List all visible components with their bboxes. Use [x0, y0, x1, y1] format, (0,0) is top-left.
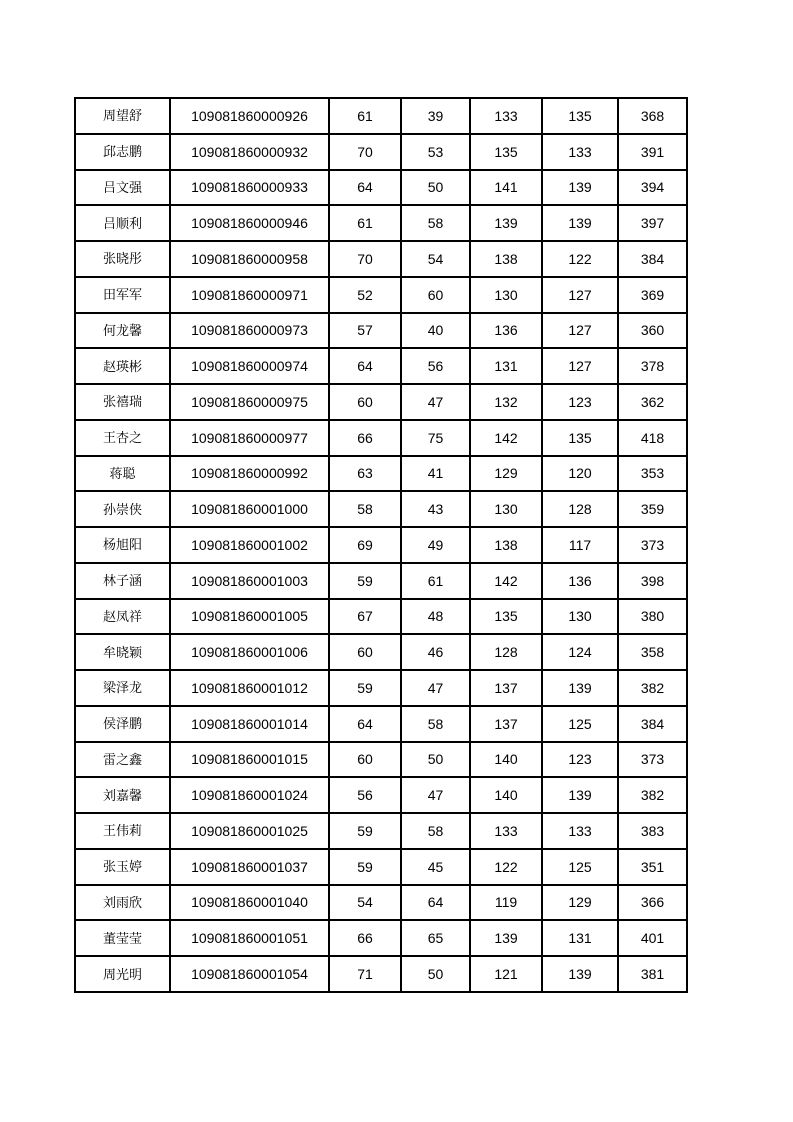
score-3-cell: 133: [470, 98, 542, 134]
score-4-cell: 139: [542, 777, 618, 813]
exam-id-cell: 109081860001014: [170, 706, 329, 742]
score-4-cell: 139: [542, 956, 618, 992]
student-name-cell: 侯泽鹏: [75, 706, 170, 742]
total-score-cell: 382: [618, 670, 687, 706]
table-row: [75, 313, 687, 349]
score-3-cell: 135: [470, 134, 542, 170]
score-2-cell: 46: [401, 634, 470, 670]
score-2-cell: 54: [401, 241, 470, 277]
table-row: [75, 420, 687, 456]
score-4-cell: 139: [542, 670, 618, 706]
exam-id-cell: 109081860000932: [170, 134, 329, 170]
total-score-cell: 382: [618, 777, 687, 813]
exam-id-cell: 109081860000971: [170, 277, 329, 313]
score-4-cell: 139: [542, 205, 618, 241]
exam-id-cell: 109081860000958: [170, 241, 329, 277]
total-score-cell: 369: [618, 277, 687, 313]
score-1-cell: 60: [329, 634, 401, 670]
score-2-cell: 45: [401, 849, 470, 885]
total-score-cell: 358: [618, 634, 687, 670]
table-row: [75, 134, 687, 170]
score-1-cell: 60: [329, 384, 401, 420]
exam-id-cell: 109081860000977: [170, 420, 329, 456]
exam-id-cell: 109081860000926: [170, 98, 329, 134]
exam-id-cell: 109081860001040: [170, 885, 329, 921]
total-score-cell: 384: [618, 241, 687, 277]
score-3-cell: 141: [470, 170, 542, 206]
score-table: [74, 97, 688, 993]
total-score-cell: 418: [618, 420, 687, 456]
total-score-cell: 366: [618, 885, 687, 921]
score-4-cell: 123: [542, 742, 618, 778]
score-1-cell: 67: [329, 599, 401, 635]
total-score-cell: 368: [618, 98, 687, 134]
total-score-cell: 359: [618, 491, 687, 527]
table-row: [75, 563, 687, 599]
score-4-cell: 122: [542, 241, 618, 277]
exam-id-cell: 109081860001054: [170, 956, 329, 992]
total-score-cell: 397: [618, 205, 687, 241]
score-4-cell: 139: [542, 170, 618, 206]
student-name-cell: 周光明: [75, 956, 170, 992]
student-name-cell: 蒋聪: [75, 456, 170, 492]
score-2-cell: 53: [401, 134, 470, 170]
student-name-cell: 田军军: [75, 277, 170, 313]
score-2-cell: 40: [401, 313, 470, 349]
score-3-cell: 129: [470, 456, 542, 492]
score-1-cell: 54: [329, 885, 401, 921]
score-2-cell: 75: [401, 420, 470, 456]
table-row: [75, 527, 687, 563]
score-2-cell: 50: [401, 956, 470, 992]
score-4-cell: 120: [542, 456, 618, 492]
score-1-cell: 61: [329, 205, 401, 241]
score-4-cell: 117: [542, 527, 618, 563]
total-score-cell: 380: [618, 599, 687, 635]
score-1-cell: 71: [329, 956, 401, 992]
table-row: [75, 348, 687, 384]
exam-id-cell: 109081860001003: [170, 563, 329, 599]
student-name-cell: 王伟莉: [75, 813, 170, 849]
exam-id-cell: 109081860000992: [170, 456, 329, 492]
table-row: [75, 813, 687, 849]
score-2-cell: 50: [401, 170, 470, 206]
score-2-cell: 39: [401, 98, 470, 134]
exam-id-cell: 109081860001025: [170, 813, 329, 849]
score-2-cell: 58: [401, 813, 470, 849]
exam-id-cell: 109081860000946: [170, 205, 329, 241]
score-1-cell: 60: [329, 742, 401, 778]
exam-id-cell: 109081860001005: [170, 599, 329, 635]
table-row: [75, 491, 687, 527]
score-2-cell: 58: [401, 205, 470, 241]
student-name-cell: 赵瑛彬: [75, 348, 170, 384]
student-name-cell: 雷之鑫: [75, 742, 170, 778]
total-score-cell: 373: [618, 742, 687, 778]
score-1-cell: 59: [329, 849, 401, 885]
score-4-cell: 131: [542, 920, 618, 956]
score-3-cell: 130: [470, 277, 542, 313]
score-1-cell: 59: [329, 670, 401, 706]
student-name-cell: 刘雨欣: [75, 885, 170, 921]
score-2-cell: 47: [401, 670, 470, 706]
student-name-cell: 杨旭阳: [75, 527, 170, 563]
table-row: [75, 456, 687, 492]
score-4-cell: 123: [542, 384, 618, 420]
score-2-cell: 64: [401, 885, 470, 921]
total-score-cell: 381: [618, 956, 687, 992]
table-row: [75, 956, 687, 992]
score-4-cell: 127: [542, 348, 618, 384]
score-2-cell: 41: [401, 456, 470, 492]
score-3-cell: 142: [470, 420, 542, 456]
student-name-cell: 王杏之: [75, 420, 170, 456]
score-3-cell: 139: [470, 920, 542, 956]
score-2-cell: 49: [401, 527, 470, 563]
score-4-cell: 125: [542, 706, 618, 742]
score-1-cell: 56: [329, 777, 401, 813]
student-name-cell: 周望舒: [75, 98, 170, 134]
score-1-cell: 63: [329, 456, 401, 492]
score-1-cell: 69: [329, 527, 401, 563]
score-3-cell: 119: [470, 885, 542, 921]
score-1-cell: 64: [329, 348, 401, 384]
score-2-cell: 50: [401, 742, 470, 778]
student-name-cell: 赵凤祥: [75, 599, 170, 635]
exam-id-cell: 109081860001006: [170, 634, 329, 670]
score-4-cell: 130: [542, 599, 618, 635]
score-1-cell: 64: [329, 170, 401, 206]
student-name-cell: 邱志鹏: [75, 134, 170, 170]
total-score-cell: 378: [618, 348, 687, 384]
table-row: [75, 777, 687, 813]
exam-id-cell: 109081860001024: [170, 777, 329, 813]
exam-id-cell: 109081860001037: [170, 849, 329, 885]
score-4-cell: 136: [542, 563, 618, 599]
total-score-cell: 362: [618, 384, 687, 420]
total-score-cell: 383: [618, 813, 687, 849]
score-3-cell: 142: [470, 563, 542, 599]
score-3-cell: 140: [470, 742, 542, 778]
score-3-cell: 139: [470, 205, 542, 241]
student-name-cell: 刘嘉馨: [75, 777, 170, 813]
score-1-cell: 59: [329, 563, 401, 599]
score-3-cell: 135: [470, 599, 542, 635]
score-1-cell: 52: [329, 277, 401, 313]
exam-id-cell: 109081860001015: [170, 742, 329, 778]
score-4-cell: 128: [542, 491, 618, 527]
exam-id-cell: 109081860001051: [170, 920, 329, 956]
student-name-cell: 董莹莹: [75, 920, 170, 956]
student-name-cell: 张玉婷: [75, 849, 170, 885]
score-3-cell: 136: [470, 313, 542, 349]
score-2-cell: 60: [401, 277, 470, 313]
score-1-cell: 70: [329, 241, 401, 277]
table-row: [75, 706, 687, 742]
table-row: [75, 670, 687, 706]
student-name-cell: 孙崇侠: [75, 491, 170, 527]
score-4-cell: 127: [542, 313, 618, 349]
score-4-cell: 124: [542, 634, 618, 670]
total-score-cell: 398: [618, 563, 687, 599]
student-name-cell: 牟晓颖: [75, 634, 170, 670]
score-4-cell: 129: [542, 885, 618, 921]
total-score-cell: 394: [618, 170, 687, 206]
score-2-cell: 61: [401, 563, 470, 599]
score-3-cell: 133: [470, 813, 542, 849]
student-name-cell: 张晓彤: [75, 241, 170, 277]
score-4-cell: 135: [542, 98, 618, 134]
score-1-cell: 66: [329, 920, 401, 956]
score-2-cell: 56: [401, 348, 470, 384]
score-2-cell: 65: [401, 920, 470, 956]
score-3-cell: 137: [470, 706, 542, 742]
student-name-cell: 何龙馨: [75, 313, 170, 349]
score-3-cell: 140: [470, 777, 542, 813]
score-table-body: [75, 98, 687, 992]
table-row: [75, 920, 687, 956]
total-score-cell: 373: [618, 527, 687, 563]
score-3-cell: 130: [470, 491, 542, 527]
exam-id-cell: 109081860001000: [170, 491, 329, 527]
table-row: [75, 170, 687, 206]
score-2-cell: 48: [401, 599, 470, 635]
score-2-cell: 47: [401, 777, 470, 813]
score-1-cell: 57: [329, 313, 401, 349]
score-3-cell: 131: [470, 348, 542, 384]
score-1-cell: 59: [329, 813, 401, 849]
table-row: [75, 742, 687, 778]
score-4-cell: 127: [542, 277, 618, 313]
score-4-cell: 135: [542, 420, 618, 456]
student-name-cell: 梁泽龙: [75, 670, 170, 706]
score-3-cell: 122: [470, 849, 542, 885]
table-row: [75, 849, 687, 885]
score-1-cell: 70: [329, 134, 401, 170]
score-3-cell: 138: [470, 527, 542, 563]
score-1-cell: 64: [329, 706, 401, 742]
exam-id-cell: 109081860000974: [170, 348, 329, 384]
score-1-cell: 61: [329, 98, 401, 134]
score-3-cell: 138: [470, 241, 542, 277]
exam-id-cell: 109081860001012: [170, 670, 329, 706]
table-row: [75, 885, 687, 921]
score-1-cell: 58: [329, 491, 401, 527]
total-score-cell: 353: [618, 456, 687, 492]
score-2-cell: 43: [401, 491, 470, 527]
table-row: [75, 98, 687, 134]
exam-id-cell: 109081860000975: [170, 384, 329, 420]
score-4-cell: 133: [542, 813, 618, 849]
score-1-cell: 66: [329, 420, 401, 456]
score-2-cell: 58: [401, 706, 470, 742]
score-3-cell: 121: [470, 956, 542, 992]
exam-id-cell: 109081860000973: [170, 313, 329, 349]
table-row: [75, 384, 687, 420]
student-name-cell: 林子涵: [75, 563, 170, 599]
total-score-cell: 391: [618, 134, 687, 170]
score-3-cell: 137: [470, 670, 542, 706]
table-row: [75, 241, 687, 277]
student-name-cell: 张禧瑞: [75, 384, 170, 420]
score-3-cell: 132: [470, 384, 542, 420]
student-name-cell: 吕文强: [75, 170, 170, 206]
exam-id-cell: 109081860000933: [170, 170, 329, 206]
score-2-cell: 47: [401, 384, 470, 420]
table-row: [75, 634, 687, 670]
table-row: [75, 599, 687, 635]
exam-id-cell: 109081860001002: [170, 527, 329, 563]
total-score-cell: 384: [618, 706, 687, 742]
score-4-cell: 133: [542, 134, 618, 170]
score-4-cell: 125: [542, 849, 618, 885]
student-name-cell: 吕顺利: [75, 205, 170, 241]
total-score-cell: 351: [618, 849, 687, 885]
table-row: [75, 205, 687, 241]
total-score-cell: 360: [618, 313, 687, 349]
table-row: [75, 277, 687, 313]
total-score-cell: 401: [618, 920, 687, 956]
score-3-cell: 128: [470, 634, 542, 670]
